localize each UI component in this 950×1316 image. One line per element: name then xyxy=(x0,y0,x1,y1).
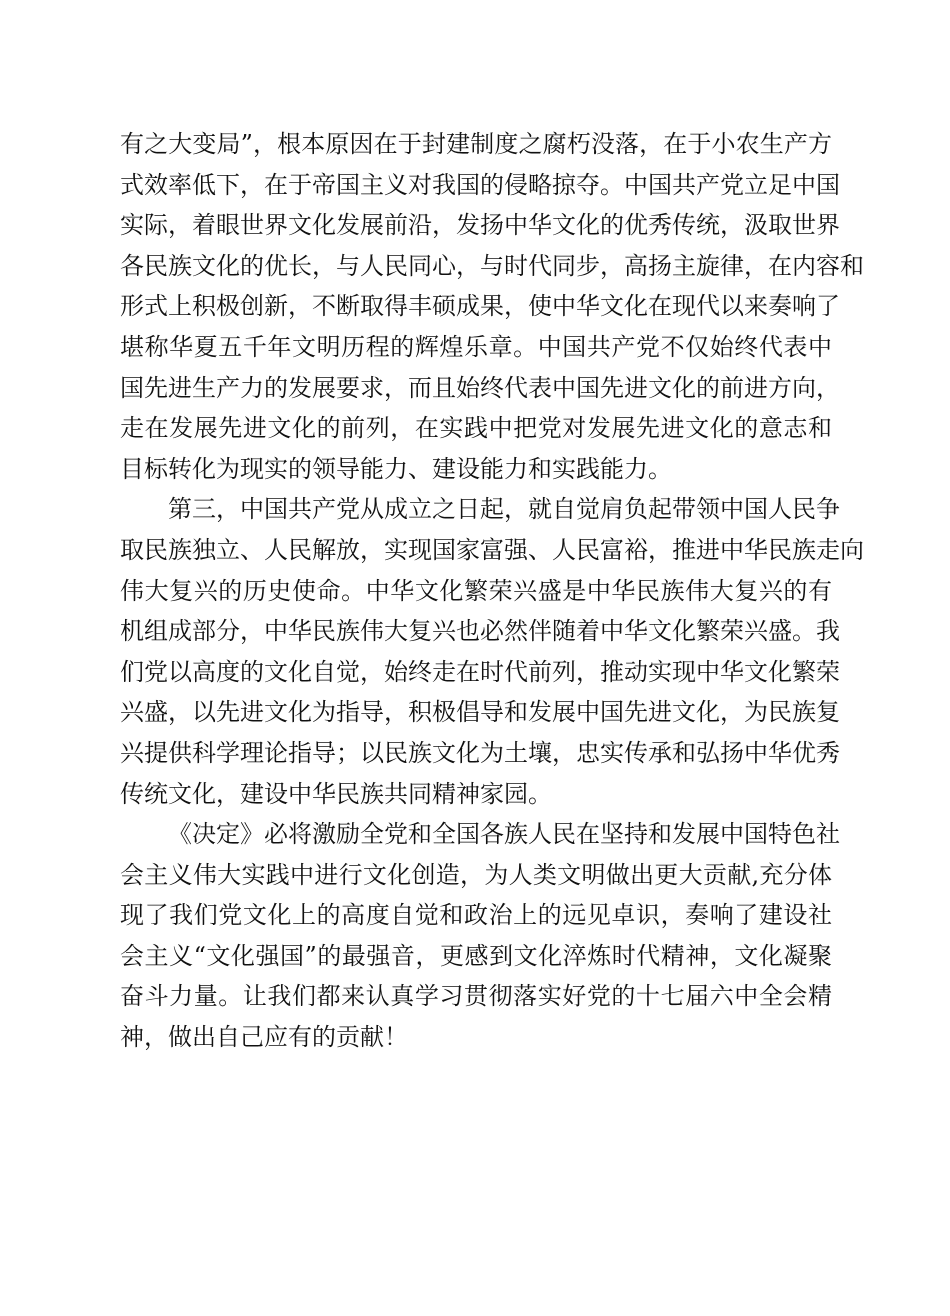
text-line: 走在发展先进文化的前列，在实践中把党对发展先进文化的意志和 xyxy=(120,414,832,443)
document-body xyxy=(120,124,864,1058)
paragraph-1 xyxy=(120,124,864,489)
text-line: 兴盛，以先进文化为指导，积极倡导和发展中国先进文化，为民族复 xyxy=(120,698,840,727)
text-line: 们党以高度的文化自觉，始终走在时代前列，推动实现中华文化繁荣 xyxy=(120,657,840,686)
text-line: 实际，着眼世界文化发展前沿，发扬中华文化的优秀传统，汲取世界 xyxy=(120,211,840,240)
text-line: 目标转化为现实的领导能力、建设能力和实践能力。 xyxy=(120,454,672,483)
text-line: 有之大变局”，根本原因在于封建制度之腐朽没落，在于小农生产方 xyxy=(120,130,832,158)
text-line: 《决定》必将激励全党和全国各族人民在坚持和发展中国特色社 xyxy=(168,820,840,849)
text-line: 现了我们党文化上的高度自觉和政治上的远见卓识，奏响了建设社 xyxy=(120,901,832,930)
text-line: 式效率低下，在于帝国主义对我国的侵略掠夺。中国共产党立足中国 xyxy=(120,170,840,199)
text-line: 取民族独立、人民解放，实现国家富强、人民富裕，推进中华民族走向 xyxy=(120,535,864,564)
text-line: 会主义“文化强国”的最强音，更感到文化淬炼时代精神，文化凝聚 xyxy=(120,941,832,970)
text-line: 神，做出自己应有的贡献！ xyxy=(120,1023,408,1052)
text-line: 各民族文化的优长，与人民同心，与时代同步，高扬主旋律，在内容和 xyxy=(120,251,864,280)
text-line: 奋斗力量。让我们都来认真学习贯彻落实好党的十七届六中全会精 xyxy=(120,982,832,1011)
text-line: 伟大复兴的历史使命。中华文化繁荣兴盛是中华民族伟大复兴的有 xyxy=(120,576,832,605)
text-line: 机组成部分，中华民族伟大复兴也必然伴随着中华文化繁荣兴盛。我 xyxy=(120,617,840,646)
text-line: 传统文化，建设中华民族共同精神家园。 xyxy=(120,779,552,808)
paragraph-3 xyxy=(120,814,840,1058)
text-line: 第三，中国共产党从成立之日起，就自觉肩负起带领中国人民争 xyxy=(168,495,840,524)
text-line: 国先进生产力的发展要求，而且始终代表中国先进文化的前进方向， xyxy=(120,373,840,402)
text-line: 形式上积极创新，不断取得丰硕成果，使中华文化在现代以来奏响了 xyxy=(120,292,840,321)
paragraph-2 xyxy=(120,489,864,814)
text-line: 会主义伟大实践中进行文化创造，为人类文明做出更大贡献,充分体 xyxy=(120,860,832,889)
text-line: 兴提供科学理论指导；以民族文化为土壤，忠实传承和弘扬中华优秀 xyxy=(120,738,840,767)
text-line: 堪称华夏五千年文明历程的辉煌乐章。中国共产党不仅始终代表中 xyxy=(120,332,832,361)
